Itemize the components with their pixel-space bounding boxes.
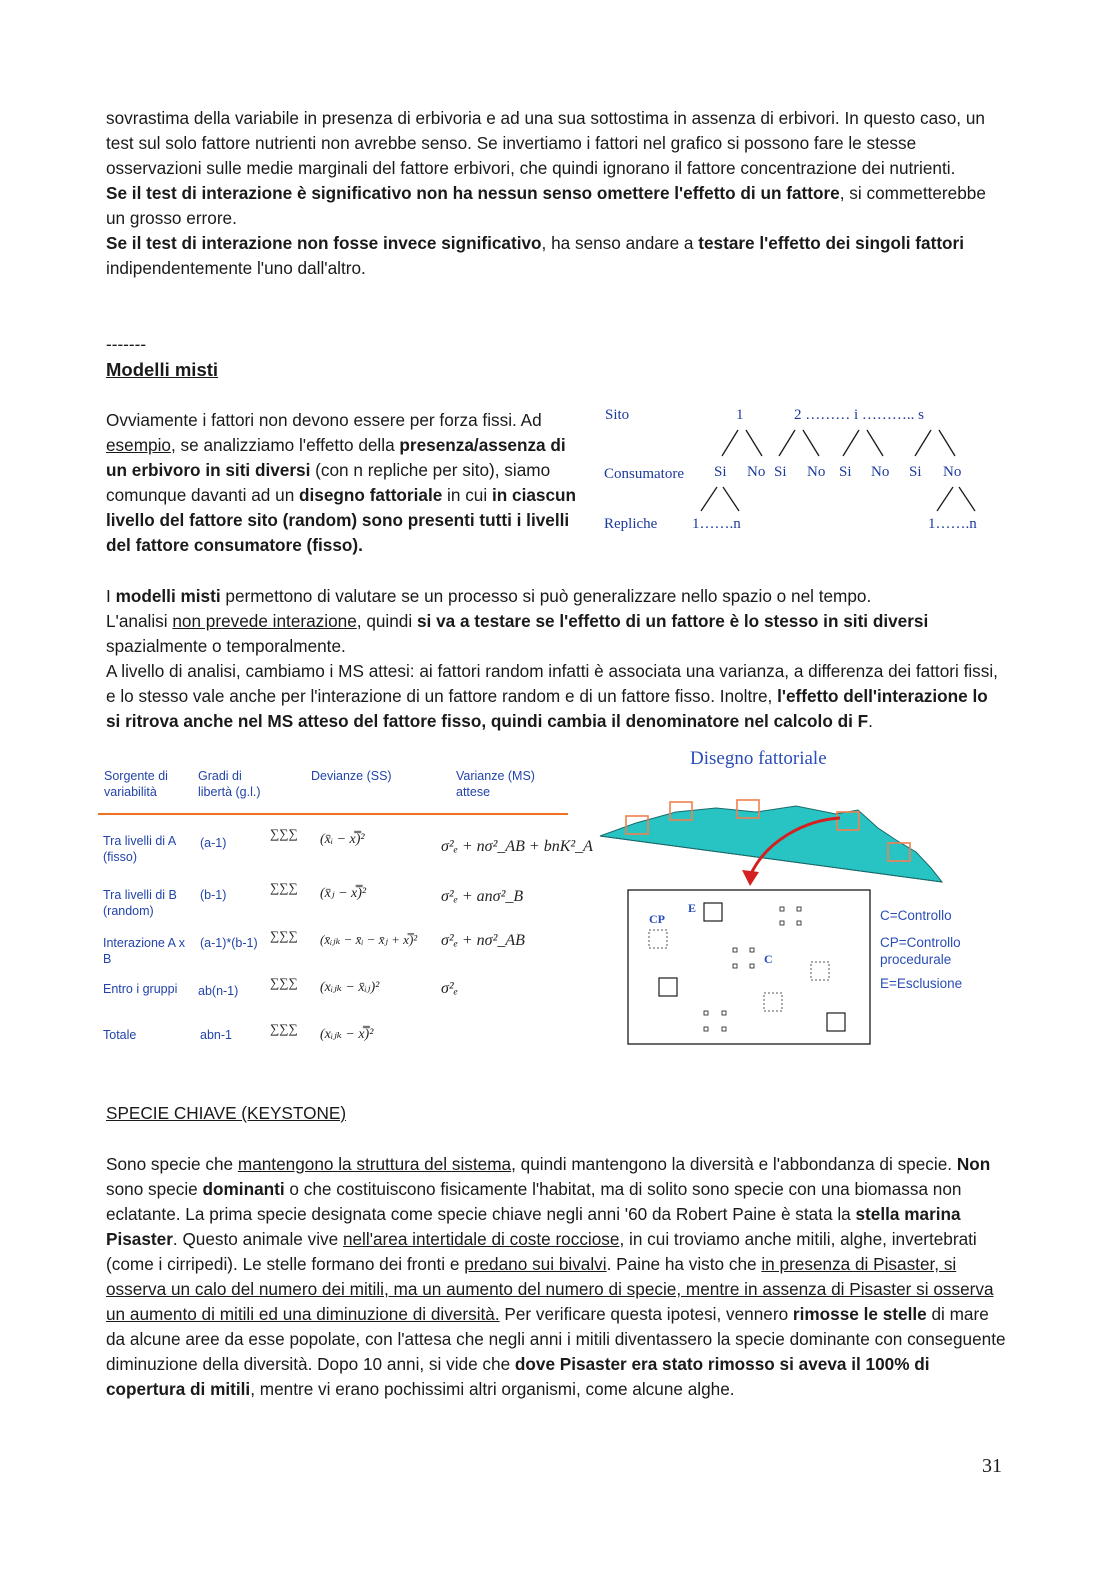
anova-ss-sum: ∑∑∑ <box>270 928 298 943</box>
anova-header-rule <box>98 813 568 815</box>
anova-ms-formula: σ²ₑ + anσ²_B <box>441 888 524 905</box>
tree-no: No <box>943 464 962 480</box>
tree-repliche-label: Repliche <box>604 516 658 532</box>
figure-label-e: E <box>688 901 697 915</box>
anova-ss-formula: (x̄ⱼ − x̿)² <box>320 886 367 901</box>
tree-sito-label: Sito <box>605 407 630 423</box>
anova-ss-sum: ∑∑∑ <box>270 880 298 895</box>
modelli-p1: Ovviamente i fattori non devono essere per forza fissi. Ad esempio, se analizziamo l'effetto della presenza/assenza di un erbivoro in siti diversi (con n repliche per sito), siamo comunque davanti ad un disegno fattoriale in cui in ciascun livello del fattore sito (random) sono presenti tutti i livelli del fattore consumatore (fisso). <box>106 410 577 555</box>
anova-row-df: ab(n-1) <box>198 984 239 998</box>
anova-ss-sum: ∑∑∑ <box>270 826 298 841</box>
anova-header-df: Gradi di libertà (g.l.) <box>198 769 261 799</box>
anova-ss-formula: (xᵢⱼₖ − x̄ᵢⱼ)² <box>320 980 380 995</box>
keystone-heading: SPECIE CHIAVE (KEYSTONE) <box>106 1103 347 1123</box>
figure-title: Disegno fattoriale <box>690 748 827 769</box>
figure-label-cp: CP <box>649 912 665 926</box>
tree-no: No <box>871 464 890 480</box>
anova-ss-sum: ∑∑∑ <box>270 975 298 990</box>
page-number: 31 <box>982 1455 1002 1477</box>
tree-site-1: 1 <box>736 407 744 423</box>
anova-header-ss: Devianze (SS) <box>311 769 392 783</box>
tree-si: Si <box>909 464 922 480</box>
anova-row-source: Entro i gruppi <box>103 982 178 996</box>
modelli-heading: Modelli misti <box>106 359 219 380</box>
anova-row-source: Totale <box>103 1028 137 1042</box>
tree-si: Si <box>774 464 787 480</box>
anova-ss-formula: (x̄ᵢ − x̿)² <box>320 832 365 847</box>
anova-row-df: (b-1) <box>200 888 227 902</box>
anova-ms-formula: σ²ₑ + nσ²_AB <box>441 932 525 949</box>
anova-ms-formula: σ²ₑ + nσ²_AB + bnK²_A <box>441 838 593 855</box>
anova-header-ms: Varianze (MS) attese <box>456 769 535 799</box>
tree-no: No <box>807 464 826 480</box>
anova-row-df: (a-1)*(b-1) <box>200 936 258 950</box>
anova-ss-sum: ∑∑∑ <box>270 1021 298 1036</box>
modelli-p4: A livello di analisi, cambiamo i MS attesi: ai fattori random infatti è associata una varianza, a differenza dei fattori fissi, e lo stesso vale anche per l'interazione di un fattore random e di un fattore fisso. Inoltre, l'effetto dell'interazione lo si ritrova anche nel MS atteso del fattore fisso, quindi cambia il denominatore nel calcolo di F. <box>106 661 998 731</box>
modelli-body <box>106 584 1006 734</box>
tree-si: Si <box>839 464 852 480</box>
tree-no: No <box>747 464 766 480</box>
separator: ------- <box>106 334 147 354</box>
anova-ss-formula: (xᵢⱼₖ − x̿)² <box>320 1027 374 1042</box>
modelli-p2: I modelli misti permettono di valutare se un processo si può generalizzare nello spazio o nel tempo. <box>106 586 872 606</box>
modelli-p3: L'analisi non prevede interazione, quindi si va a testare se l'effetto di un fattore è lo stesso in siti diversi spazialmente o temporalmente. <box>106 611 929 656</box>
anova-header-source: Sorgente di variabilità <box>104 769 168 799</box>
figure-label-c: C <box>764 952 773 966</box>
anova-row-source: Tra livelli di B (random) <box>103 888 177 918</box>
tree-si: Si <box>714 464 727 480</box>
figure-legend-controllo: C=Controllo <box>880 908 952 923</box>
anova-ms-formula: σ²ₑ <box>441 980 458 997</box>
anova-row-source: Interazione A x B <box>103 936 186 966</box>
tree-site-rest: 2 ……… i ……….. s <box>794 407 925 423</box>
tree-consumatore-label: Consumatore <box>604 466 684 482</box>
tree-replicates: 1…….n <box>692 516 741 532</box>
anova-row-source: Tra livelli di A (fisso) <box>103 834 176 864</box>
intro-p3: Se il test di interazione non fosse invece significativo, ha senso andare a testare l'effetto dei singoli fattori indipendentemente l'uno dall'altro. <box>106 233 965 278</box>
figure-legend-esclusione: E=Esclusione <box>880 976 963 991</box>
intro-p2: Se il test di interazione è significativo non ha nessun senso omettere l'effetto di un fattore, si commetterebbe un grosso errore. <box>106 183 986 228</box>
anova-row-df: (a-1) <box>200 836 227 850</box>
tree-replicates: 1…….n <box>928 516 977 532</box>
keystone-text: Sono specie che mantengono la struttura del sistema, quindi mantengono la diversità e l'abbondanza di specie. Non sono specie dominanti o che costituiscono fisicamente l'habitat, ma di solito sono specie con una biomassa non eclatante. La prima specie designata come specie chiave negli anni '60 da Robert Paine è stata la stella marina Pisaster. Questo animale vive nell'area intertidale di coste rocciose, in cui troviamo anche mitili, alghe, invertebrati (come i cirripedi). Le stelle formano dei fronti e predano sui bivalvi. Paine ha visto che in presenza di Pisaster, si osserva un calo del numero dei mitili, ma un aumento del numero di specie, mentre in assenza di Pisaster si osserva un aumento di mitili ed una diminuzione di diversità. Per verificare questa ipotesi, vennero rimosse le stelle di mare da alcune aree da esse popolate, con l'attesa che negli anni i mitili diventassero la specie dominante con conseguente diminuzione della diversità. Dopo 10 anni, si vide che dove Pisaster era stato rimosso si aveva il 100% di copertura di mitili, mentre vi erano pochissimi altri organismi, come alcune alghe. <box>106 1154 1006 1399</box>
intro-p1: sovrastima della variabile in presenza di erbivoria e ad una sua sottostima in assenza di erbivori. In questo caso, un test sul solo fattore nutrienti non avrebbe senso. Se invertiamo i fattori nel grafico si possono fare le stesse osservazioni sulle medie marginali del fattore erbivori, che quindi ignorano il fattore concentrazione dei nutrienti. <box>106 108 985 178</box>
anova-ss-formula: (x̄ᵢⱼₖ − x̄ᵢ − x̄ⱼ + x̿)² <box>320 932 418 947</box>
figure-legend-procedurale: CP=Controllo procedurale <box>880 935 961 967</box>
anova-row-df: abn-1 <box>200 1028 232 1042</box>
